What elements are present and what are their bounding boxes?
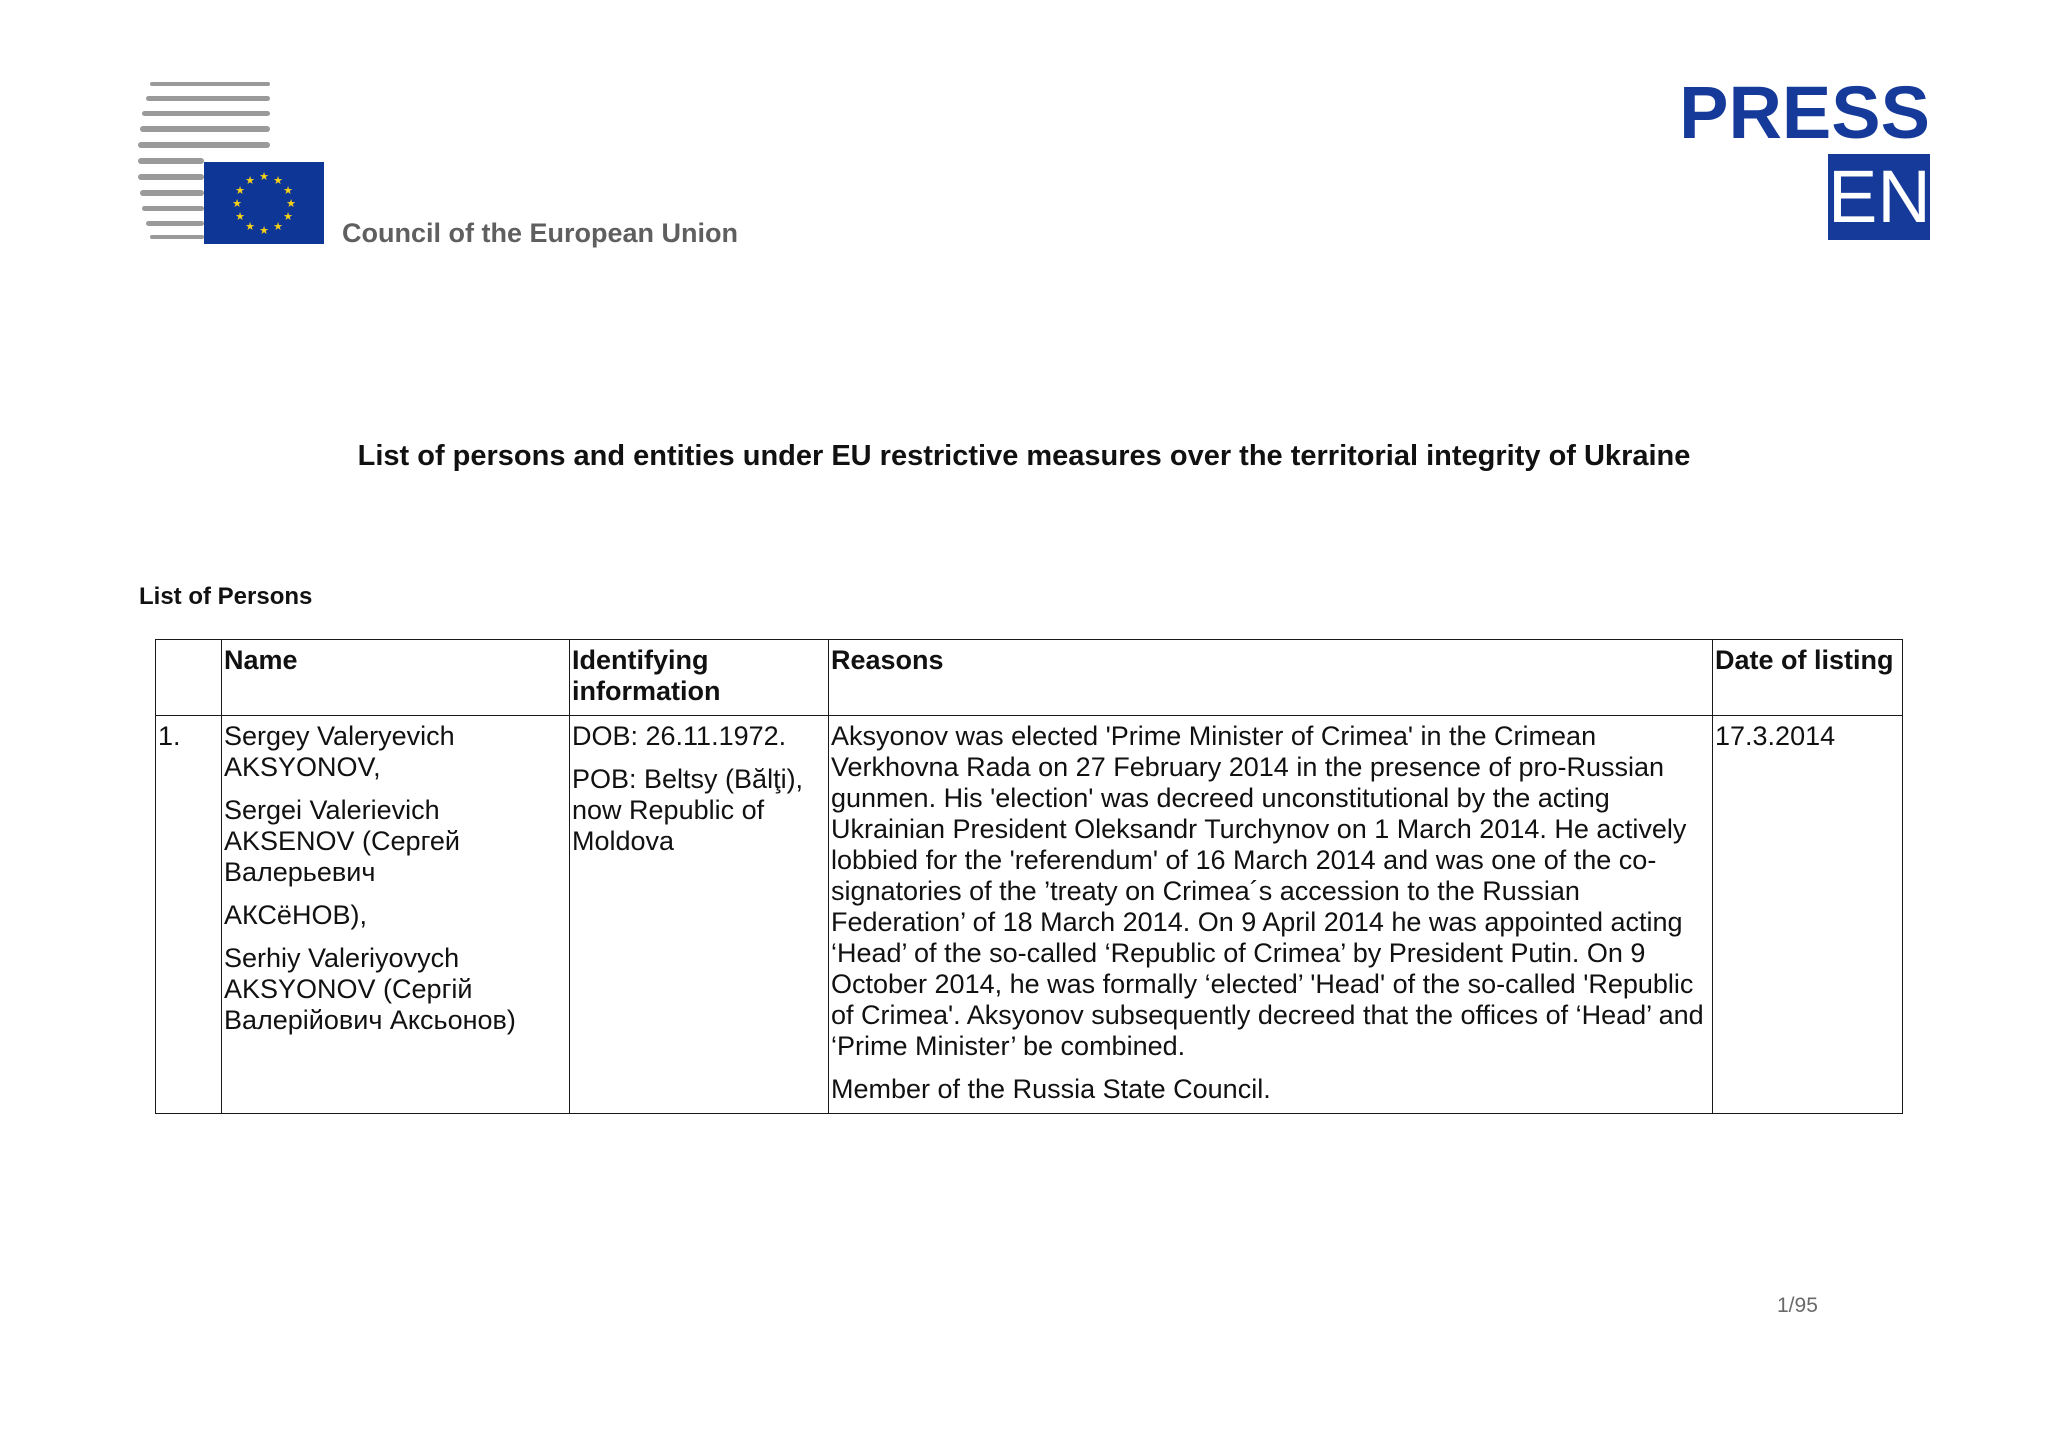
name-entry: Sergey Valeryevich AKSYONOV, [224,721,455,782]
svg-text:★: ★ [283,184,293,197]
organization-name: Council of the European Union [342,218,738,248]
date-of-listing: 17.3.2014 [1713,716,1903,1114]
document-title: List of persons and entities under EU restrictive measures over the territorial integrity of Ukraine [357,440,1691,472]
svg-text:★: ★ [235,210,245,223]
council-logo-icon [138,80,338,250]
language-code: EN [1828,155,1931,238]
reasons-paragraph: Member of the Russia State Council. [831,1074,1271,1104]
name-entry: Sergei Valerievich AKSENOV (Сергей Валерьевич [224,795,460,887]
header-name: Name [222,640,570,716]
name-entry: АКСёНОВ), [224,900,367,930]
svg-text:★: ★ [283,210,293,223]
table-header-row [156,640,1903,716]
press-badge [1660,71,1931,240]
persons-table [155,639,1903,1114]
header-number [156,640,222,716]
svg-text:★: ★ [273,174,283,187]
header-date-of-listing: Date of listing [1713,640,1903,716]
reasons-paragraph: Aksyonov was elected 'Prime Minister of Crimea' in the Crimean Verkhovna Rada on 27 February 2014 in the presence of pro-Russian gunmen. His 'election' was decreed unconstitutional by the acting Ukrainian President Oleksandr Turchynov on 1 March 2014. He actively lobbied for the 'referendum' of 16 March 2014 and was one of the co-signatories of the ’treaty on Crimea´s accession to the Russian Federation’ of 18 March 2014. On 9 April 2014 he was appointed acting ‘Head’ of the so-called ‘Republic of Crimea’ by President Putin. On 9 October 2014, he was formally ‘elected’ 'Head' of the so-called 'Republic of Crimea'. Aksyonov subsequently decreed that the offices of ‘Head’ and ‘Prime Minister’ be combined. [831,721,1704,1061]
svg-text:★: ★ [259,224,269,237]
name-cell [222,716,570,1114]
place-of-birth: POB: Beltsy (Bălţi), now Republic of Moldova [572,764,804,856]
svg-text:★: ★ [259,170,269,183]
identifying-cell [570,716,829,1114]
name-entry: Serhiy Valeriyovych AKSYONOV (Сергій Валерійович Аксьонов) [224,943,516,1035]
svg-text:★: ★ [245,220,255,233]
press-label: PRESS [1679,71,1930,154]
reasons-cell [829,716,1713,1114]
section-heading: List of Persons [139,583,313,610]
svg-text:★: ★ [245,174,255,187]
table-row [156,716,1903,1114]
page-number: 1/95 [1777,1294,1818,1317]
svg-text:★: ★ [235,184,245,197]
date-of-birth: DOB: 26.11.1972. [572,721,787,751]
svg-text:★: ★ [273,220,283,233]
header-reasons: Reasons [829,640,1713,716]
svg-text:★: ★ [232,197,242,210]
svg-text:★: ★ [286,197,296,210]
row-number: 1. [156,716,222,1114]
header-identifying-information: Identifying information [570,640,829,716]
